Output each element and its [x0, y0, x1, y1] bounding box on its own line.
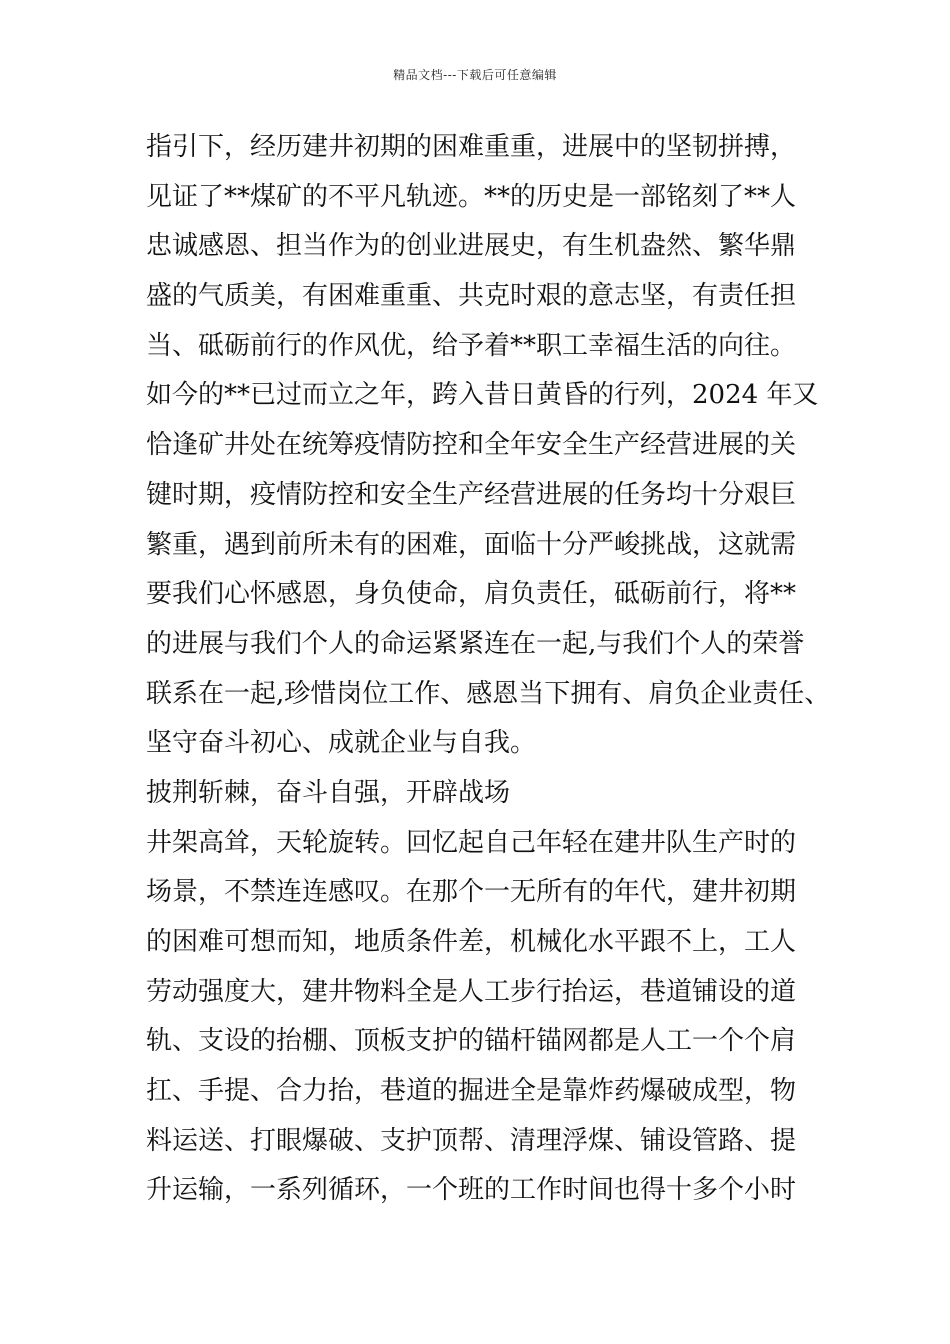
text-line: 联系在一起,珍惜岗位工作、感恩当下拥有、肩负企业责任、 [146, 678, 831, 709]
text-line: 场景，不禁连连感叹。在那个一无所有的年代，建井初期 [146, 877, 797, 908]
text-line: 料运送、打眼爆破、支护顶帮、清理浮煤、铺设管路、提 [146, 1125, 797, 1156]
text-line: 劳动强度大，建井物料全是人工步行抬运，巷道铺设的道 [146, 976, 797, 1007]
text-line: 扛、手提、合力抬，巷道的掘进全是靠炸药爆破成型，物 [146, 1076, 797, 1107]
page-header: 精品文档---下载后可任意编辑 [393, 68, 557, 82]
text-line: 井架高耸，天轮旋转。回忆起自己年轻在建井队生产时的 [146, 827, 797, 858]
text-line: 盛的气质美，有困难重重、共克时艰的意志坚，有责任担 [146, 281, 797, 312]
text-line: 指引下，经历建井初期的困难重重，进展中的坚韧拼搏， [146, 132, 797, 162]
text-line: 的进展与我们个人的命运紧紧连在一起,与我们个人的荣誉 [146, 628, 805, 659]
text-line: 见证了**煤矿的不平凡轨迹。**的历史是一部铭刻了**人 [146, 181, 797, 212]
section-heading: 披荆斩棘，奋斗自强，开辟战场 [146, 777, 511, 808]
document-body [146, 123, 836, 1216]
text-line: 轨、支设的抬棚、顶板支护的锚杆锚网都是人工一个个肩 [146, 1026, 797, 1057]
text-line: 繁重，遇到前所未有的困难，面临十分严峻挑战，这就需 [146, 529, 797, 560]
text-line: 坚守奋斗初心、成就企业与自我。 [146, 728, 537, 759]
text-line: 升运输，一系列循环，一个班的工作时间也得十多个小时 [146, 1175, 797, 1206]
text-line: 忠诚感恩、担当作为的创业进展史，有生机盎然、繁华鼎 [146, 231, 797, 262]
text-line: 恰逢矿井处在统筹疫情防控和全年安全生产经营进展的关 [146, 430, 797, 461]
text-line: 当、砥砺前行的作风优，给予着**职工幸福生活的向往。 [146, 330, 797, 361]
text-line: 的困难可想而知，地质条件差，机械化水平跟不上，工人 [146, 927, 797, 957]
text-line: 键时期，疫情防控和安全生产经营进展的任务均十分艰巨 [146, 479, 797, 510]
text-line: 如今的**已过而立之年，跨入昔日黄昏的行列，2024 年又 [146, 380, 819, 411]
text-line: 要我们心怀感恩，身负使命，肩负责任，砥砺前行，将** [146, 579, 797, 610]
